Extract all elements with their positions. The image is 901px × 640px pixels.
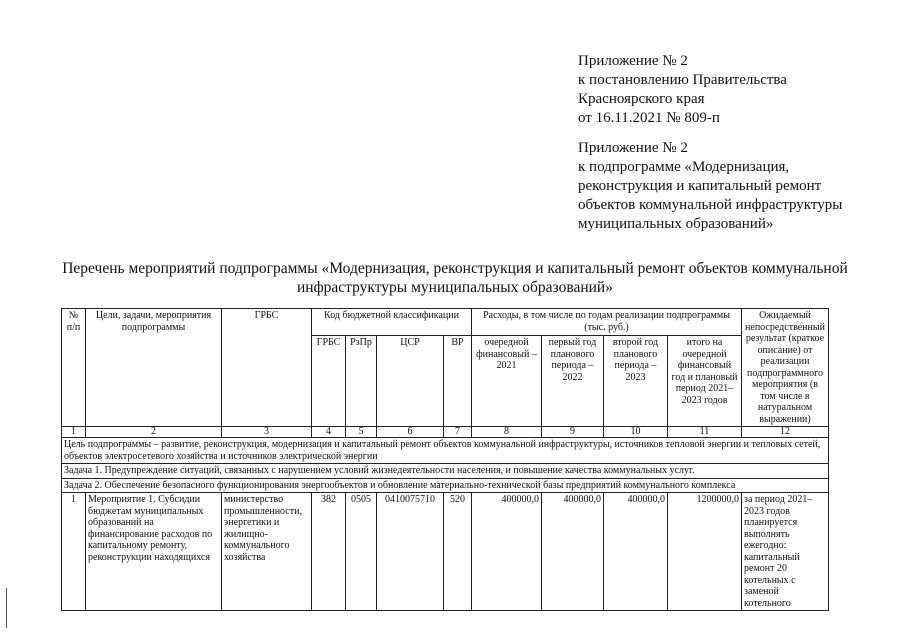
annex2-line: реконструкция и капитальный ремонт [578,178,822,194]
subheader-2022: первый год планового периода – 2022 [542,336,604,427]
column-numbers-row [62,427,829,438]
column-number: 6 [377,427,444,438]
subheader-2021: очередной финансовый – 2021 [472,336,542,427]
annex-header-2 [578,139,842,234]
annex-header-1 [578,52,787,128]
column-number: 4 [312,427,346,438]
column-number: 5 [346,427,377,438]
column-number: 7 [444,427,472,438]
annex1-line: Приложение № 2 [578,53,688,69]
row-total-value: 1200000,0 [668,493,742,611]
column-number: 12 [742,427,829,438]
column-number: 9 [542,427,604,438]
row-measure-name: Мероприятие 1. Субсидии бюджетам муниципальных образований на финансирование расходов по капитальному ремонту, реконструкции находящихся [86,493,222,611]
header-grbs: ГРБС [222,309,312,427]
task-1-row: Задача 1. Предупреждение ситуаций, связанных с нарушением условий жизнедеятельности населения, и повышение качества коммунальных услуг. [62,464,829,479]
annex2-line: Приложение № 2 [578,140,688,156]
column-number: 11 [668,427,742,438]
header-result: Ожидаемый непосредственный результат (краткое описание) от реализации подпрограммного мероприятия (в том числе в натуральном выражении) [742,309,829,427]
title-line-2: инфраструктуры муниципальных образований» [297,279,613,296]
column-number: 1 [62,427,86,438]
column-number: 3 [222,427,312,438]
column-number: 8 [472,427,542,438]
document-title [60,259,850,297]
task-2-row: Задача 2. Обеспечение безопасного функционирования энергообъектов и обновление материально-технической базы предприятий коммунального комплекса [62,478,829,493]
annex1-line: к постановлению Правительства [578,72,787,88]
subheader-vr: ВР [444,336,472,427]
measures-table [61,308,829,611]
table-row [62,493,829,611]
goal-row: Цель подпрограммы – развитие, реконструкция, модернизация и капитальный ремонт объектов коммунальной инфраструктуры, источников тепловой энергии и тепловых сетей, объектов электросетевого хозяйства и источников электрической энергии [62,438,829,464]
annex2-line: объектов коммунальной инфраструктуры [578,197,843,213]
subheader-2023: второй год планового периода – 2023 [604,336,668,427]
title-line-1: Перечень мероприятий подпрограммы «Модернизация, реконструкция и капитальный ремонт объектов коммунальной [62,260,848,277]
header-expenses: Расходы, в том числе по годам реализации подпрограммы (тыс. руб.) [472,309,742,336]
row-num: 1 [62,493,86,611]
column-number: 10 [604,427,668,438]
row-grbs-name: министерство промышленности, энергетики и жилищно-коммунального хозяйства [222,493,312,611]
header-budget-code: Код бюджетной классификации [312,309,472,336]
column-number: 2 [86,427,222,438]
subheader-total: итого на очередной финансовый год и плановый период 2021–2023 годов [668,336,742,427]
row-2023-value: 400000,0 [604,493,668,611]
row-result: за период 2021–2023 годов планируется выполнять ежегодно: капитальный ремонт 20 котельных с заменой котельного [742,493,829,611]
header-goals: Цели, задачи, мероприятия подпрограммы [86,309,222,427]
subheader-rzpr: РзПр [346,336,377,427]
subheader-grbs: ГРБС [312,336,346,427]
row-2021-value: 400000,0 [472,493,542,611]
header-num: № п/п [62,309,86,427]
row-2022-value: 400000,0 [542,493,604,611]
annex2-line: муниципальных образований» [578,216,774,232]
row-rzpr: 0505 [346,493,377,611]
row-grbs-code: 382 [312,493,346,611]
row-csr: 0410075710 [377,493,444,611]
annex2-line: к подпрограмме «Модернизация, [578,159,790,175]
annex1-line: Красноярского края [578,91,705,107]
scan-edge-line [6,588,7,628]
row-vr: 520 [444,493,472,611]
annex1-line: от 16.11.2021 № 809-п [578,110,720,126]
subheader-csr: ЦСР [377,336,444,427]
